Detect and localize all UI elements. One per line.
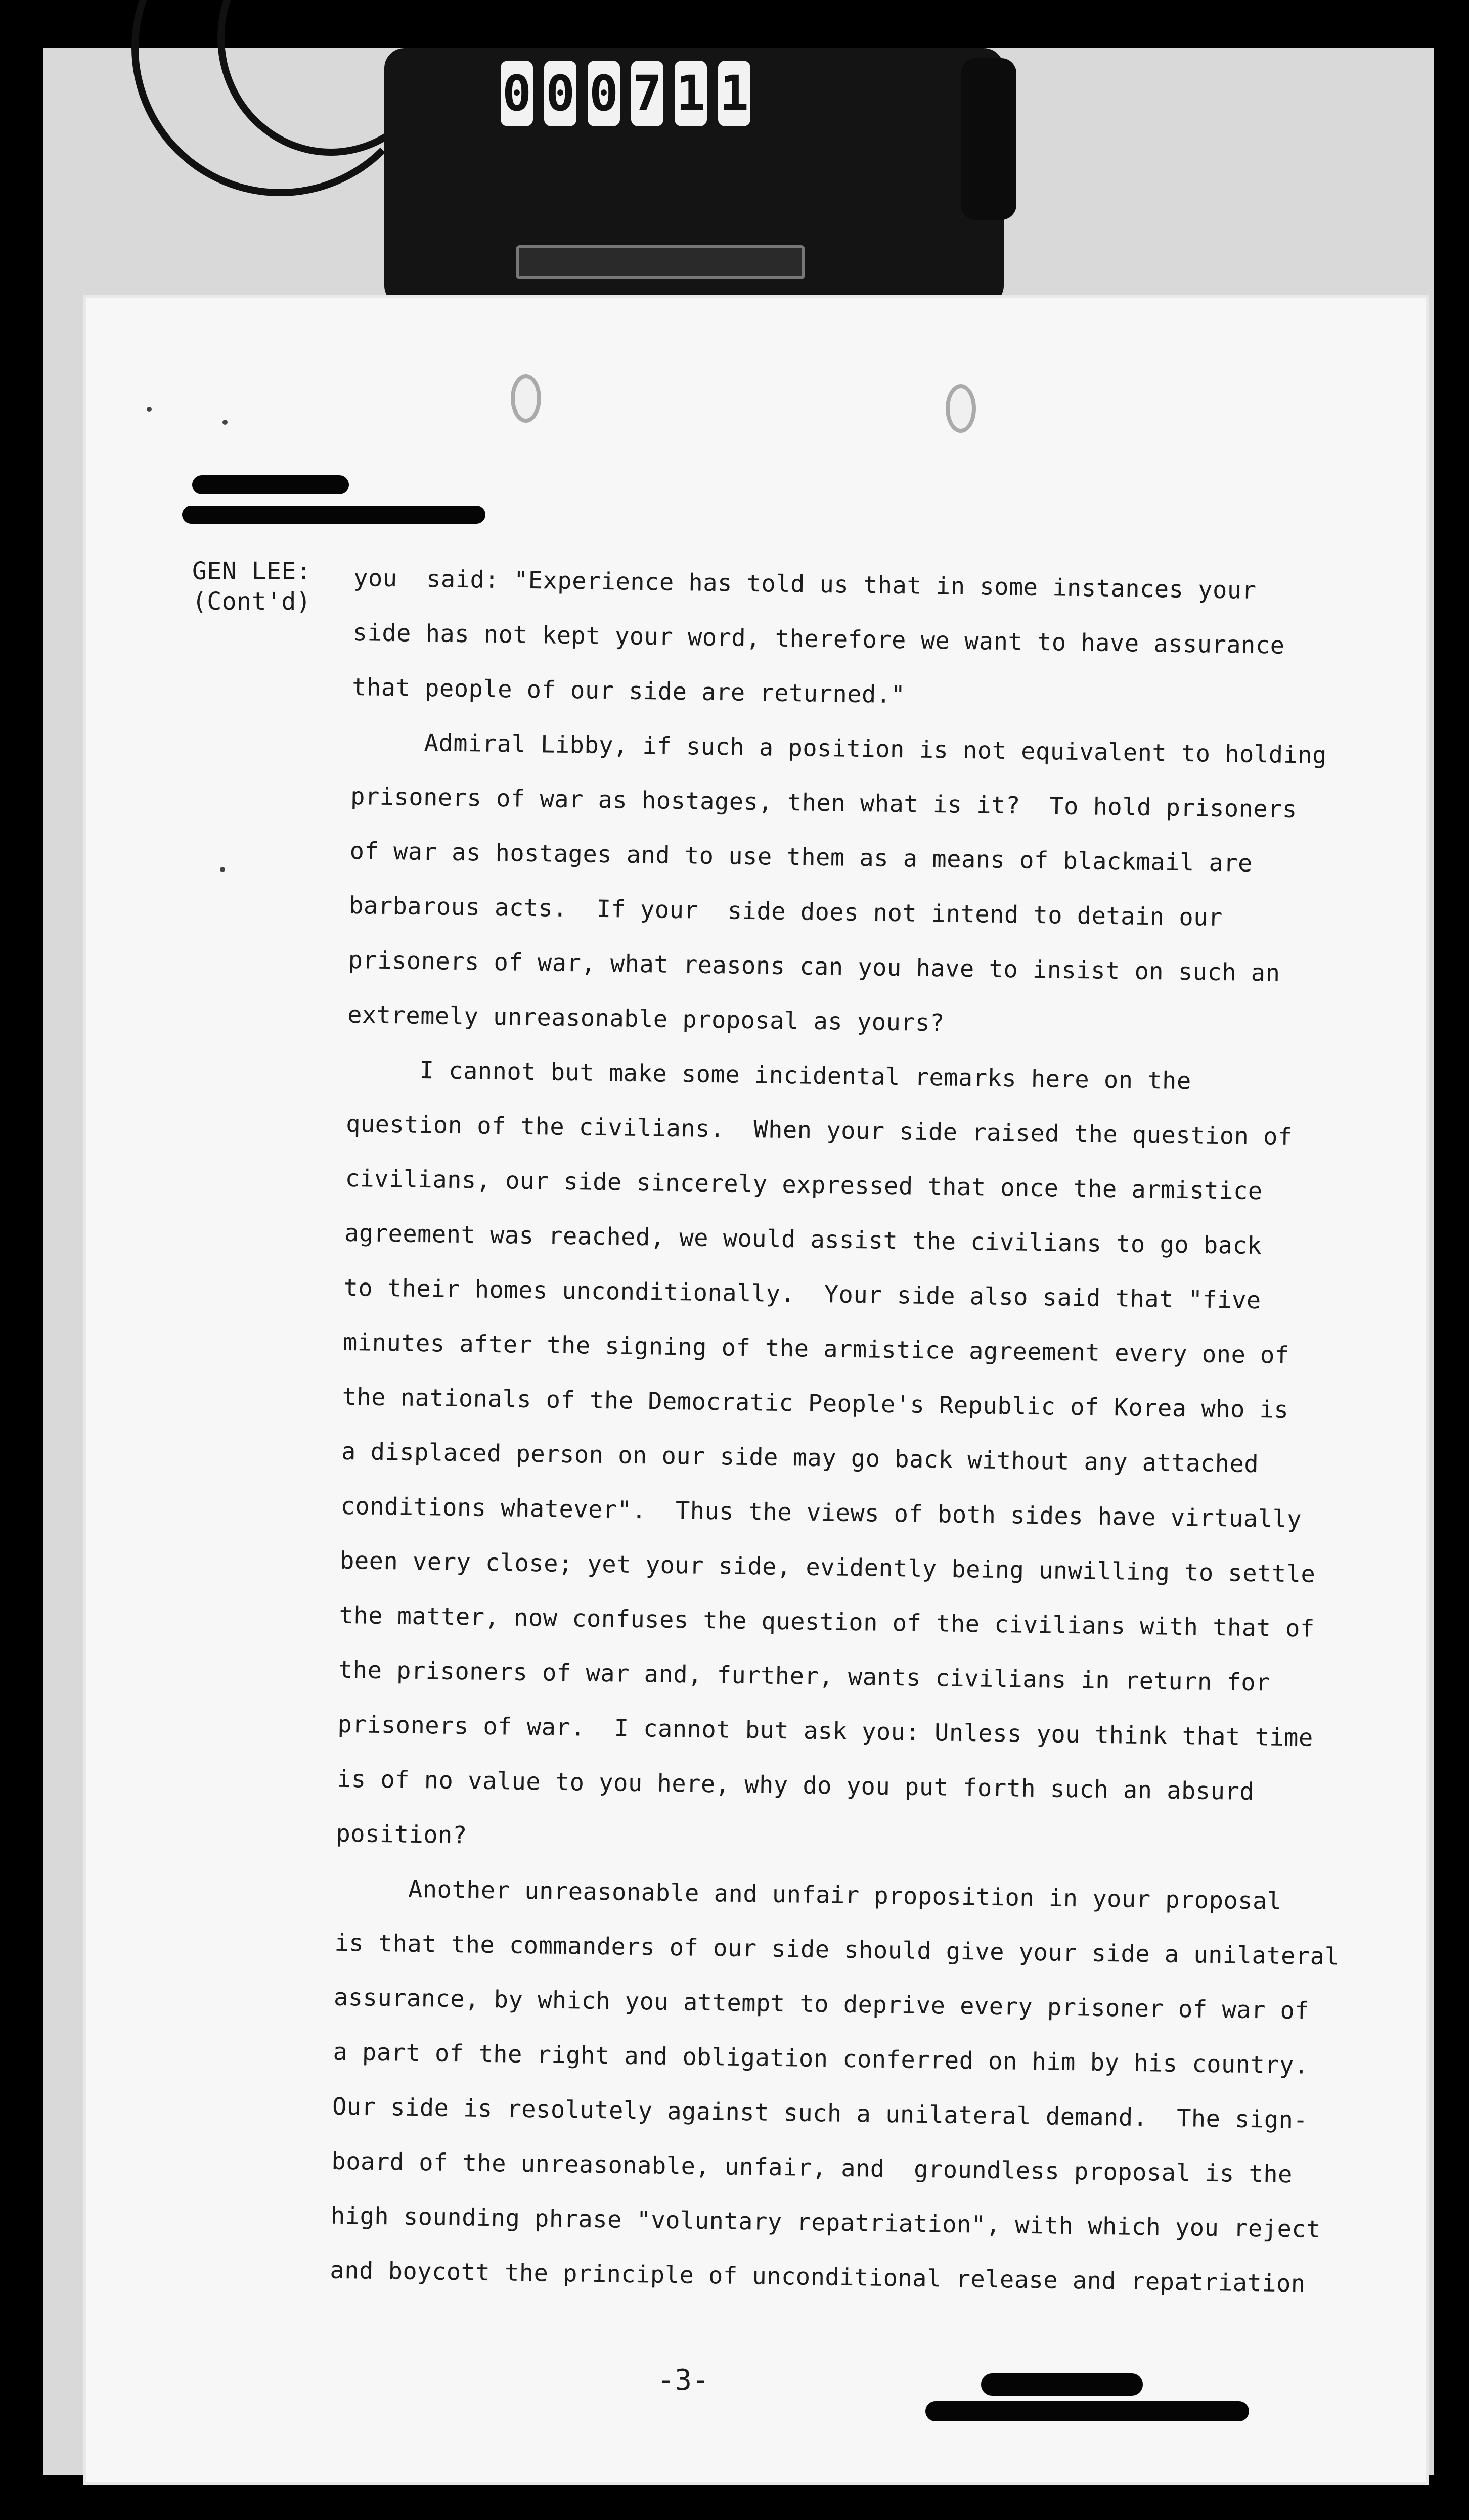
- text-line: prisoners of war. I cannot but ask you: Unless you think that time: [337, 1710, 1314, 1752]
- dust-speck: [147, 407, 152, 412]
- text-line: is of no value to you here, why do you put forth such an absurd: [336, 1765, 1255, 1806]
- redaction-bar: [182, 506, 485, 524]
- text-line: of war as hostages and to use them as a means of blackmail are: [349, 837, 1253, 878]
- counter-knob: [961, 58, 1016, 220]
- dust-speck: [222, 420, 228, 425]
- text-line: prisoners of war as hostages, then what is it? To hold prisoners: [350, 782, 1298, 824]
- text-line: barbarous acts. If your side does not intend to detain our: [348, 891, 1223, 932]
- typed-body-text: [330, 551, 1340, 2312]
- dust-speck: [220, 867, 225, 872]
- page-number: -3-: [657, 2364, 709, 2397]
- redaction-bar: [981, 2373, 1143, 2396]
- text-line: side has not kept your word, therefore we want to have assurance: [352, 618, 1285, 660]
- punch-hole-left: [511, 374, 541, 423]
- text-line: to their homes unconditionally. Your side also said that "five: [343, 1273, 1262, 1315]
- text-line: agreement was reached, we would assist the civilians to go back: [344, 1219, 1262, 1260]
- frame-counter-digits: [501, 61, 750, 142]
- counter-digit: 1: [718, 61, 750, 126]
- punch-hole-right: [946, 384, 976, 433]
- text-line: conditions whatever". Thus the views of both sides have virtually: [340, 1492, 1302, 1534]
- text-line: a displaced person on our side may go back without any attached: [341, 1437, 1259, 1479]
- text-line: Our side is resolutely against such a unilateral demand. The sign-: [332, 2092, 1308, 2134]
- text-line: that people of our side are returned.": [351, 673, 906, 709]
- text-line: the nationals of the Democratic People's Republic of Korea who is: [342, 1383, 1289, 1424]
- text-line: is that the commanders of our side should give your side a unilateral: [334, 1929, 1340, 1971]
- counter-slot: [516, 245, 805, 279]
- speaker-label: [192, 556, 311, 617]
- counter-digit: 0: [588, 61, 620, 126]
- text-line: high sounding phrase "voluntary repatriation", with which you reject: [330, 2202, 1321, 2244]
- text-line: been very close; yet your side, evidently being unwilling to settle: [339, 1546, 1316, 1588]
- text-line: civilians, our side sincerely expressed that once the armistice: [345, 1164, 1263, 1206]
- speaker-name: GEN LEE:: [192, 557, 311, 585]
- redaction-bar: [925, 2401, 1249, 2421]
- text-line: extremely unreasonable proposal as yours?: [347, 1000, 945, 1037]
- speaker-continuation: (Cont'd): [192, 587, 311, 616]
- text-line: Another unreasonable and unfair proposition in your proposal: [335, 1874, 1282, 1915]
- text-line: board of the unreasonable, unfair, and groundless proposal is the: [331, 2147, 1293, 2189]
- text-line: minutes after the signing of the armistice agreement every one of: [342, 1328, 1290, 1369]
- text-line: the prisoners of war and, further, wants civilians in return for: [338, 1656, 1271, 1697]
- text-line: a part of the right and obligation conferred on him by his country.: [333, 2038, 1309, 2080]
- counter-digit: 0: [501, 61, 533, 126]
- frame-counter-device: [384, 48, 1004, 306]
- counter-digit: 1: [675, 61, 707, 126]
- text-line: Admiral Libby, if such a position is not equivalent to holding: [351, 727, 1327, 769]
- counter-digit: 0: [544, 61, 576, 126]
- text-line: you said: "Experience has told us that in some instances your: [353, 564, 1257, 605]
- text-line: the matter, now confuses the question of the civilians with that of: [339, 1601, 1315, 1643]
- text-line: prisoners of war, what reasons can you have to insist on such an: [348, 946, 1280, 987]
- text-line: position?: [336, 1819, 468, 1850]
- redaction-bar: [192, 475, 349, 494]
- text-line: and boycott the principle of unconditional release and repatriation: [330, 2256, 1306, 2298]
- text-line: I cannot but make some incidental remarks here on the: [346, 1055, 1192, 1095]
- text-line: question of the civilians. When your side raised the question of: [345, 1110, 1293, 1152]
- text-line: assurance, by which you attempt to deprive every prisoner of war of: [333, 1983, 1310, 2025]
- counter-digit: 7: [631, 61, 663, 126]
